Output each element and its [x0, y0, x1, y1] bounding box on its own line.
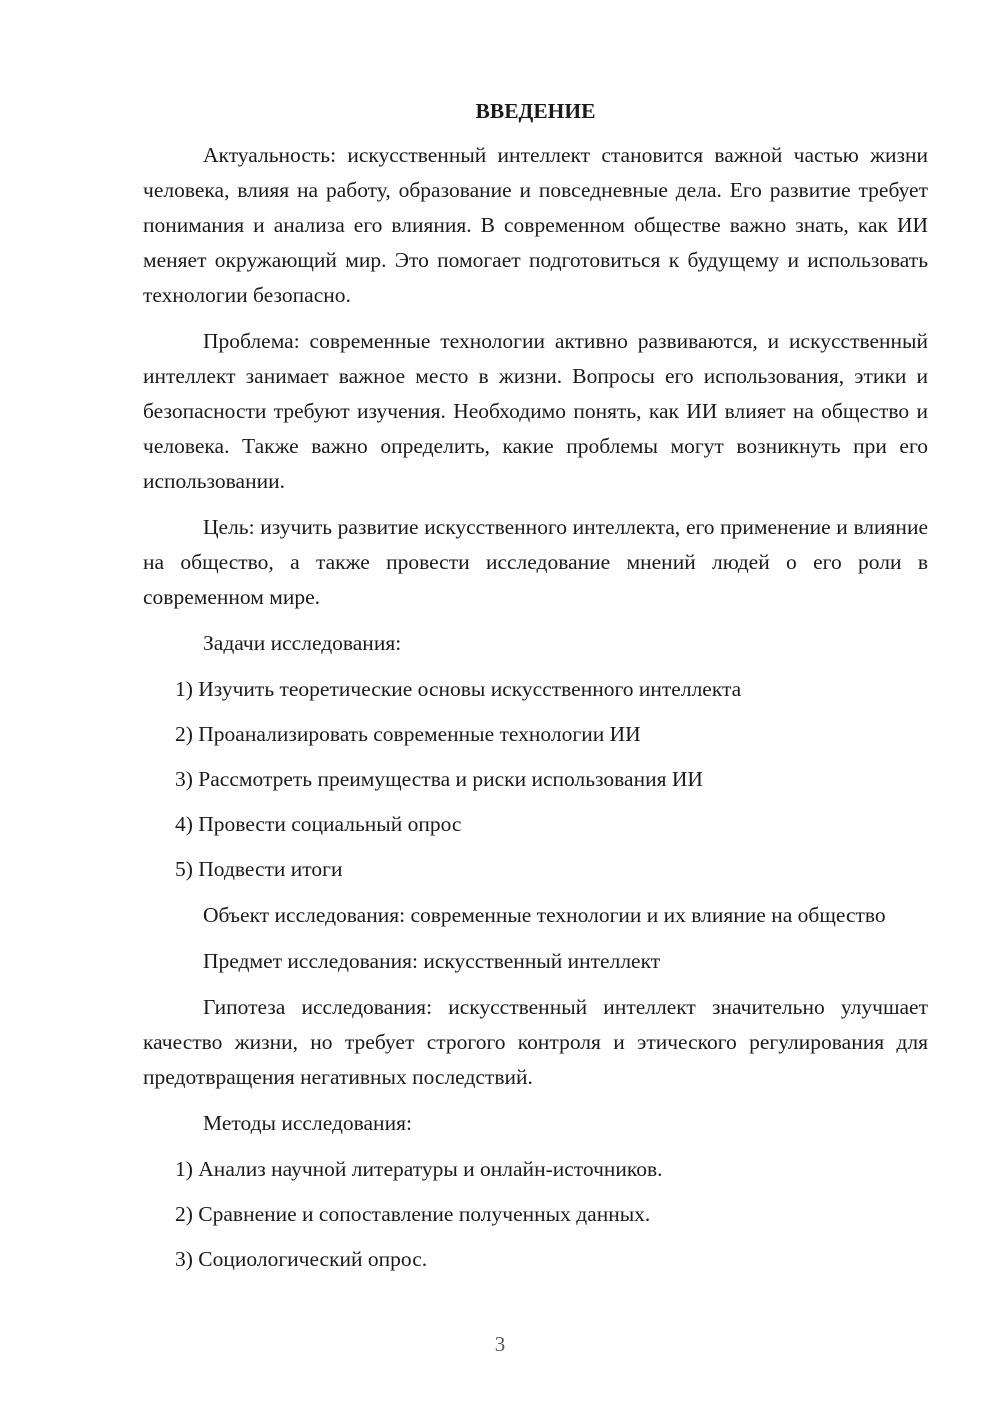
list-item: 1) Анализ научной литературы и онлайн-источников. — [175, 1157, 663, 1181]
goal-paragraph: Цель: изучить развитие искусственного интеллекта, его применение и влияние на общество, а также провести исследование мнений людей о его роли в современном мире. — [143, 515, 928, 609]
list-item: 3) Рассмотреть преимущества и риски использования ИИ — [175, 767, 703, 791]
tasks-list — [143, 672, 928, 887]
object-paragraph: Объект исследования: современные технологии и их влияние на общество — [203, 903, 886, 927]
list-item: 1) Изучить теоретические основы искусственного интеллекта — [175, 677, 742, 701]
hypothesis-paragraph: Гипотеза исследования: искусственный интеллект значительно улучшает качество жизни, но требует строгого контроля и этического регулирования для предотвращения негативных последствий. — [143, 995, 928, 1089]
methods-list — [143, 1152, 928, 1277]
methods-heading: Методы исследования: — [203, 1111, 412, 1135]
section-title: ВВЕДЕНИЕ — [475, 99, 596, 123]
list-item: 3) Социологический опрос. — [175, 1247, 428, 1271]
relevance-paragraph: Актуальность: искусственный интеллект становится важной частью жизни человека, влияя на работу, образование и повседневные дела. Его развитие требует понимания и анализа его влияния. В современном обществе важно знать, как ИИ меняет окружающий мир. Это помогает подготовиться к будущему и использовать технологии безопасно. — [143, 143, 928, 307]
list-item: 5) Подвести итоги — [175, 857, 343, 881]
list-item: 2) Сравнение и сопоставление полученных данных. — [175, 1202, 651, 1226]
tasks-heading: Задачи исследования: — [203, 631, 402, 655]
subject-paragraph: Предмет исследования: искусственный интеллект — [203, 949, 661, 973]
problem-paragraph: Проблема: современные технологии активно развиваются, и искусственный интеллект занимает важное место в жизни. Вопросы его использования, этики и безопасности требуют изучения. Необходимо понять, как ИИ влияет на общество и человека. Также важно определить, какие проблемы могут возникнуть при его использовании. — [143, 329, 928, 493]
list-item: 4) Провести социальный опрос — [175, 812, 462, 836]
document-page — [143, 96, 928, 1288]
page-number: 3 — [494, 1332, 506, 1356]
list-item: 2) Проанализировать современные технологии ИИ — [175, 722, 641, 746]
